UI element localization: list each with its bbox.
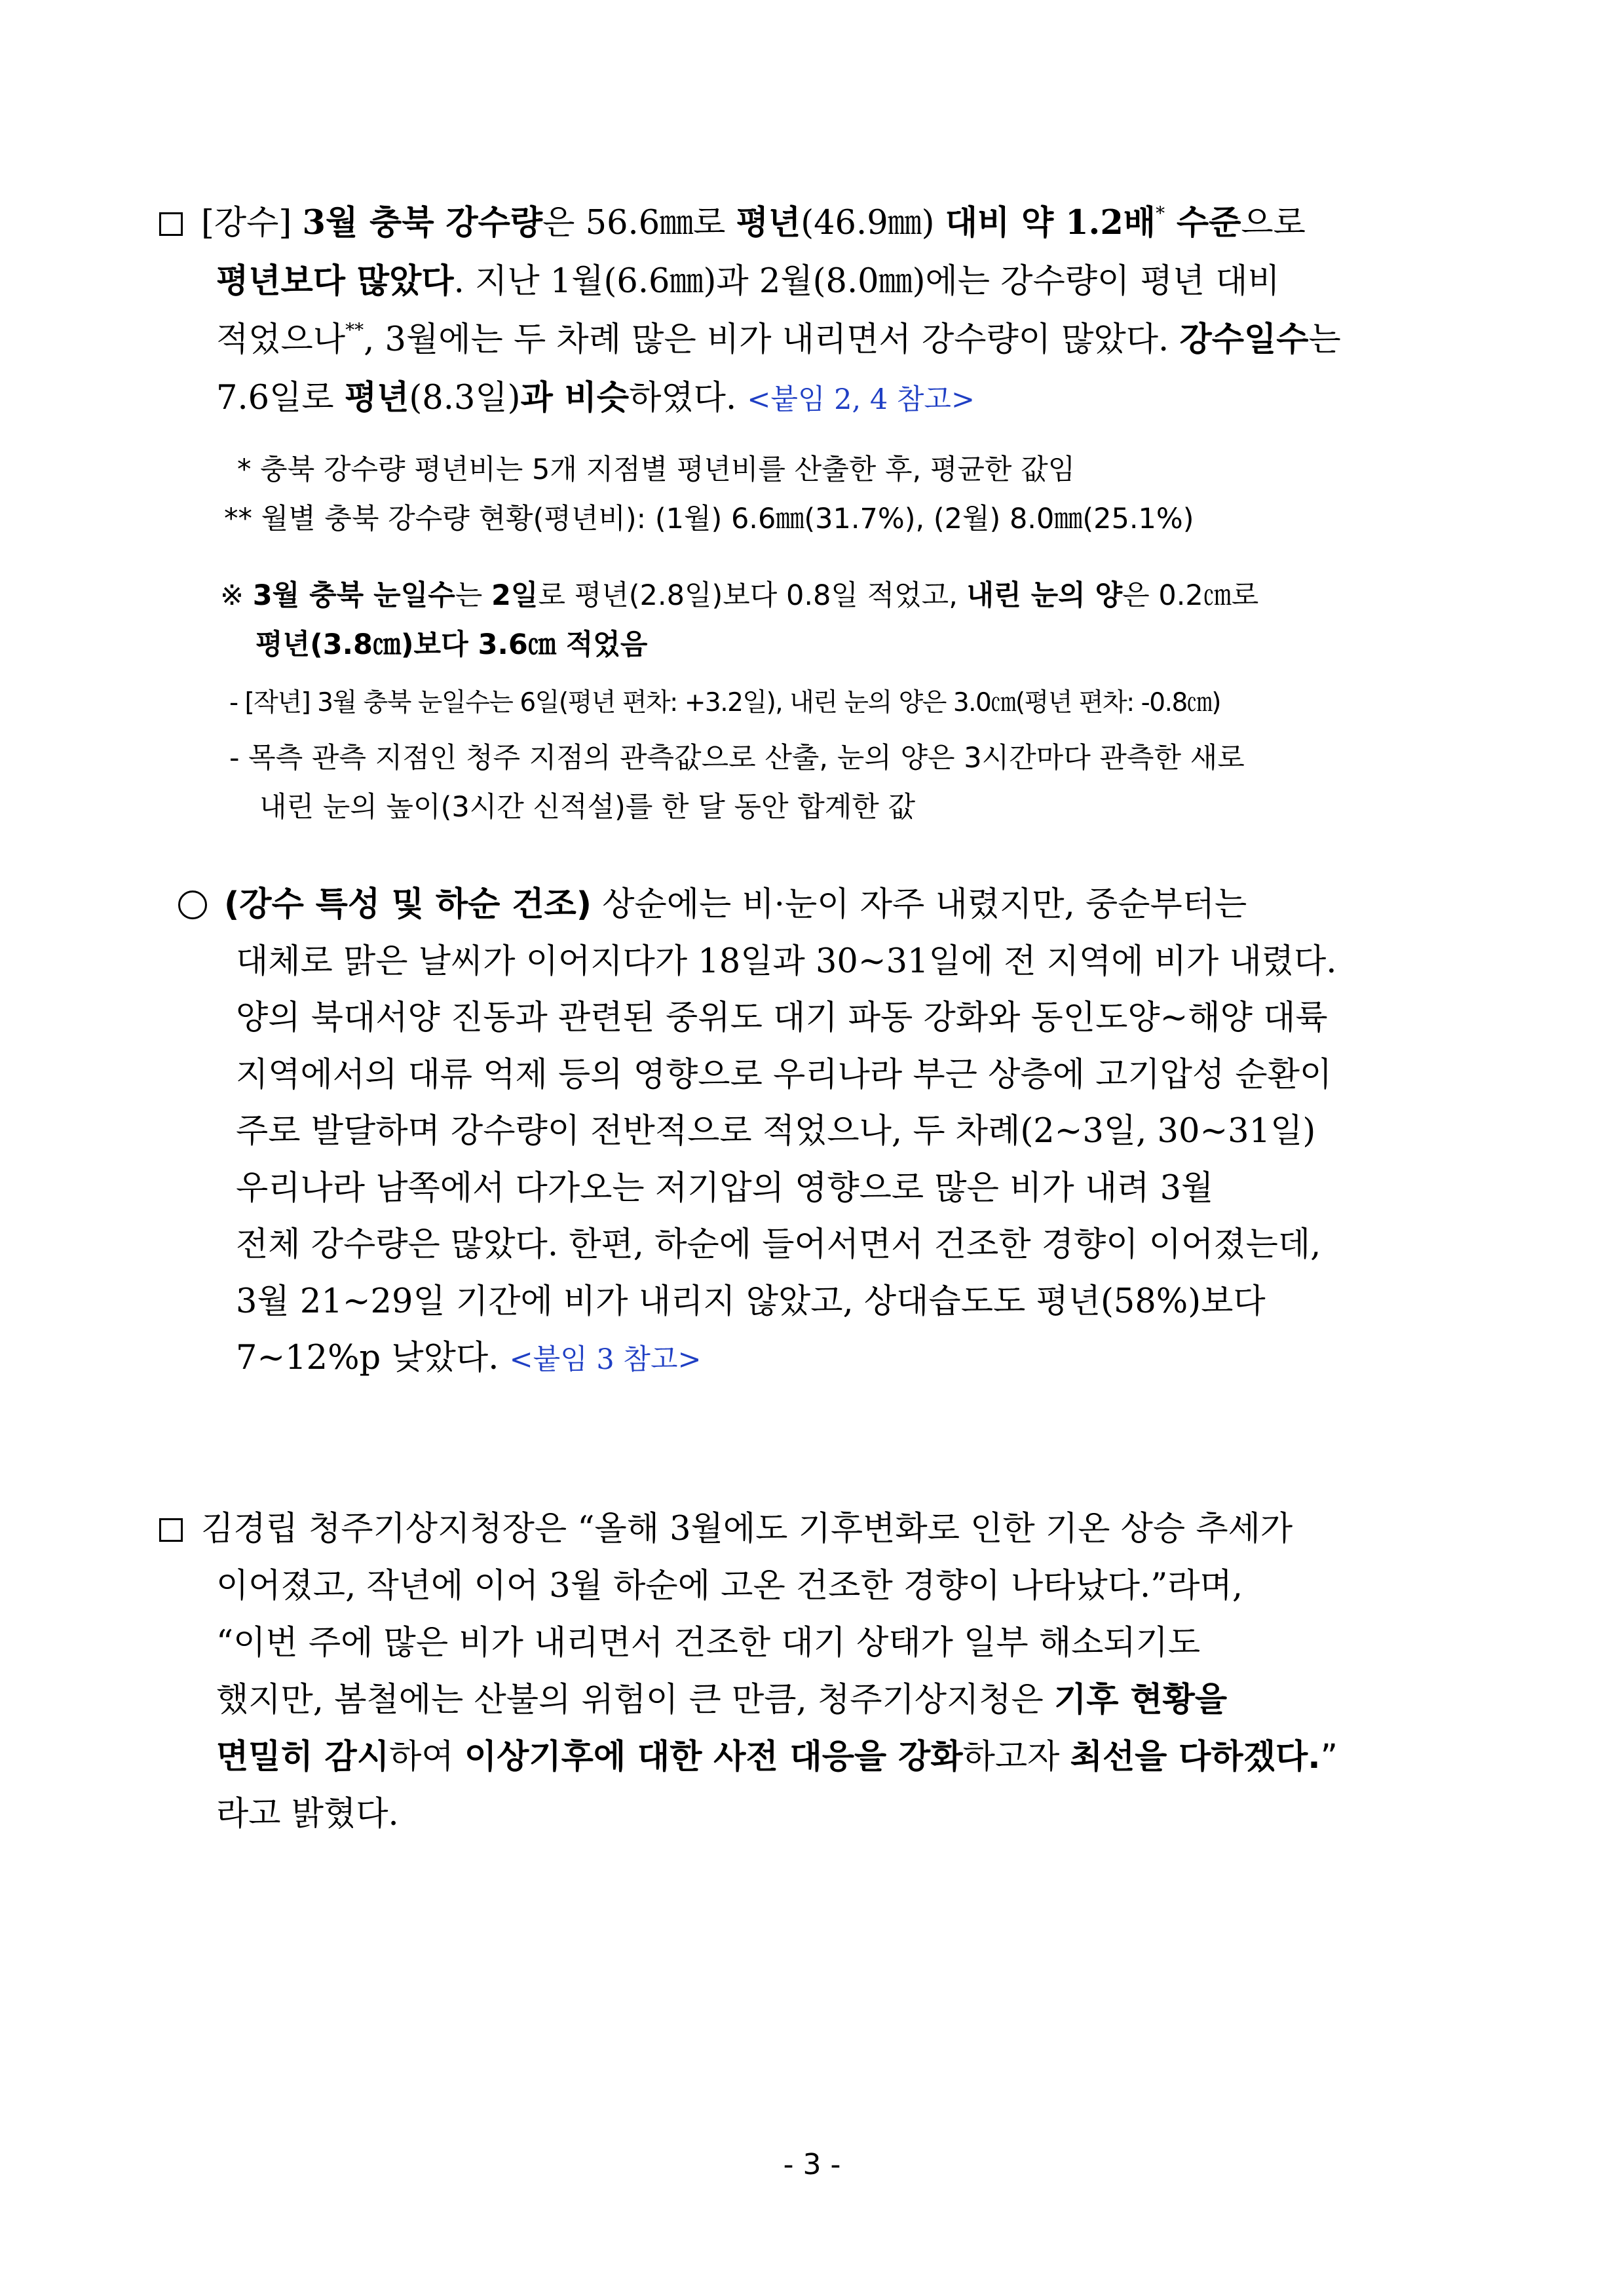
section-precipitation [159,194,1476,429]
text: 7.6일 [216,379,302,417]
paragraph-line [159,311,1476,369]
footnotes [224,446,1482,544]
paragraph-line [159,194,1476,252]
page-number: - 3 - [783,2148,841,2181]
text: (46.9㎜) [801,204,945,242]
square-bullet-icon [159,212,183,236]
paragraph-line [178,1330,1482,1388]
dash-notes [229,678,1487,832]
text: 은 0.2㎝로 [1122,579,1259,612]
paragraph-line: 3월 21~29일 기간에 비가 내리지 않았고, 상대습도도 평년(58%)보다 [236,1282,1266,1321]
text: 는 [1308,320,1341,359]
text: . 지난 1월(6.6㎜)과 2월(8.0㎜)에는 강수량이 평년 대비 [453,262,1280,301]
text: 7~12%p 낮았다. [236,1339,510,1377]
bold-text: 이상기후에 대한 사전 대응을 강화 [464,1738,963,1776]
text: 하여 [389,1738,464,1776]
text: 상순에는 비·눈이 자주 내렸지만, 중순부터는 [592,885,1247,924]
dash-note: - [작년] 3월 충북 눈일수는 6일(평년 편차: +3.2일), 내린 눈의 양은 3.0㎝(평년 편차: -0.8㎝) [229,688,1220,718]
text: (8.3일) [409,379,521,417]
text: ” [1320,1738,1338,1776]
bold-text: 기후 현황을 [1054,1681,1228,1719]
paragraph-line: “이번 주에 많은 비가 내리면서 건조한 대기 상태가 일부 해소되기도 [216,1624,1201,1662]
bold-text: 2일 [491,579,538,612]
bold-text: 강수일수 [1179,320,1309,359]
section-quote [159,1501,1482,1843]
text: 로 [301,379,345,417]
bold-text: 평년보다 많았다 [216,261,454,301]
appendix-reference: <붙임 2, 4 참고> [747,383,975,416]
paragraph-line: 우리나라 남쪽에서 다가오는 저기압의 영향으로 많은 비가 내려 3월 [236,1168,1214,1208]
appendix-reference: <붙임 3 참고> [509,1343,702,1376]
section-heading: (강수 특성 및 하순 건조) [224,885,592,924]
bold-text: 내린 눈의 양 [966,579,1123,612]
note-line: 평년(3.8㎝)보다 3.6㎝ 적었음 [255,628,648,661]
circle-bullet-icon [178,890,207,919]
bold-text: 3월 충북 눈일수 [252,579,455,612]
text: , 3월에는 두 차례 많은 비가 내리면서 강수량이 많았다. [364,320,1180,359]
text: 했지만, 봄철에는 산불의 위험이 큰 만큼, 청주기상지청은 [216,1681,1055,1719]
footnote-mark: * [1156,202,1165,224]
text: 하고자 [962,1738,1070,1776]
square-bullet-icon [159,1518,183,1542]
bold-text: 3월 충북 강수량 [302,203,543,242]
bold-text: 수준 [1165,203,1241,242]
text: 로 평년(2.8일)보다 0.8일 적었고, [538,579,967,612]
paragraph-line [159,1501,1482,1558]
bold-text: 평년 [736,203,801,242]
paragraph-line [159,1729,1482,1786]
text: 으로 [1241,204,1306,242]
paragraph-line [178,877,1482,934]
paragraph-line: 양의 북대서양 진동과 관련된 중위도 대기 파동 강화와 동인도양~해양 대륙 [236,999,1328,1037]
paragraph-line: 라고 밝혔다. [216,1795,399,1833]
paragraph-line [159,1672,1482,1729]
footnote-mark: ** [345,319,364,341]
paragraph-line: 지역에서의 대류 억제 등의 영향으로 우리나라 부근 상층에 고기압성 순환이 [236,1055,1332,1094]
text: 은 56.6㎜로 [542,204,736,242]
section-precipitation-characteristics [178,877,1482,1388]
bold-text: 대비 약 1.2배 [945,203,1156,242]
paragraph-line: 주로 발달하며 강수량이 전반적으로 적었으나, 두 차례(2~3일, 30~31일) [236,1112,1316,1151]
paragraph-line [159,369,1476,429]
bold-text: 과 비슷 [520,378,630,417]
snow-note [220,571,1484,670]
paragraph-line [159,252,1476,311]
bold-text: 면밀히 감시 [216,1738,390,1776]
text: 김경립 청주기상지청장은 “올해 3월에도 기후변화로 인한 기온 상승 추세가 [201,1510,1293,1548]
paragraph-line: 이어졌고, 작년에 이어 3월 하순에 고온 건조한 경향이 나타났다.”라며, [216,1567,1243,1605]
text: 는 [455,579,492,612]
text: [강수] [201,204,303,242]
dash-note: - 목측 관측 지점인 청주 지점의 관측값으로 산출, 눈의 양은 3시간마다 관측한 새로 [229,742,1245,775]
bold-text: 최선을 다하겠다. [1070,1738,1321,1776]
paragraph-line: 대체로 맑은 날씨가 이어지다가 18일과 30~31일에 전 지역에 비가 내렸다. [236,942,1337,981]
note-line [220,571,1484,621]
paragraph-line: 전체 강수량은 많았다. 한편, 하순에 들어서면서 건조한 경향이 이어졌는데, [236,1225,1321,1264]
dash-note: 내린 눈의 높이(3시간 신적설)를 한 달 동안 합계한 값 [259,791,916,824]
bold-text: 평년 [344,378,409,417]
text: 적었으나 [216,320,346,359]
text: 하였다. [629,379,747,417]
reference-mark: ※ [220,579,253,612]
footnote: ** 월별 충북 강수량 현황(평년비): (1월) 6.6㎜(31.7%), (2월) 8.0㎜(25.1%) [224,503,1194,535]
footnote: * 충북 강수량 평년비는 5개 지점별 평년비를 산출한 후, 평균한 값임 [237,453,1076,486]
